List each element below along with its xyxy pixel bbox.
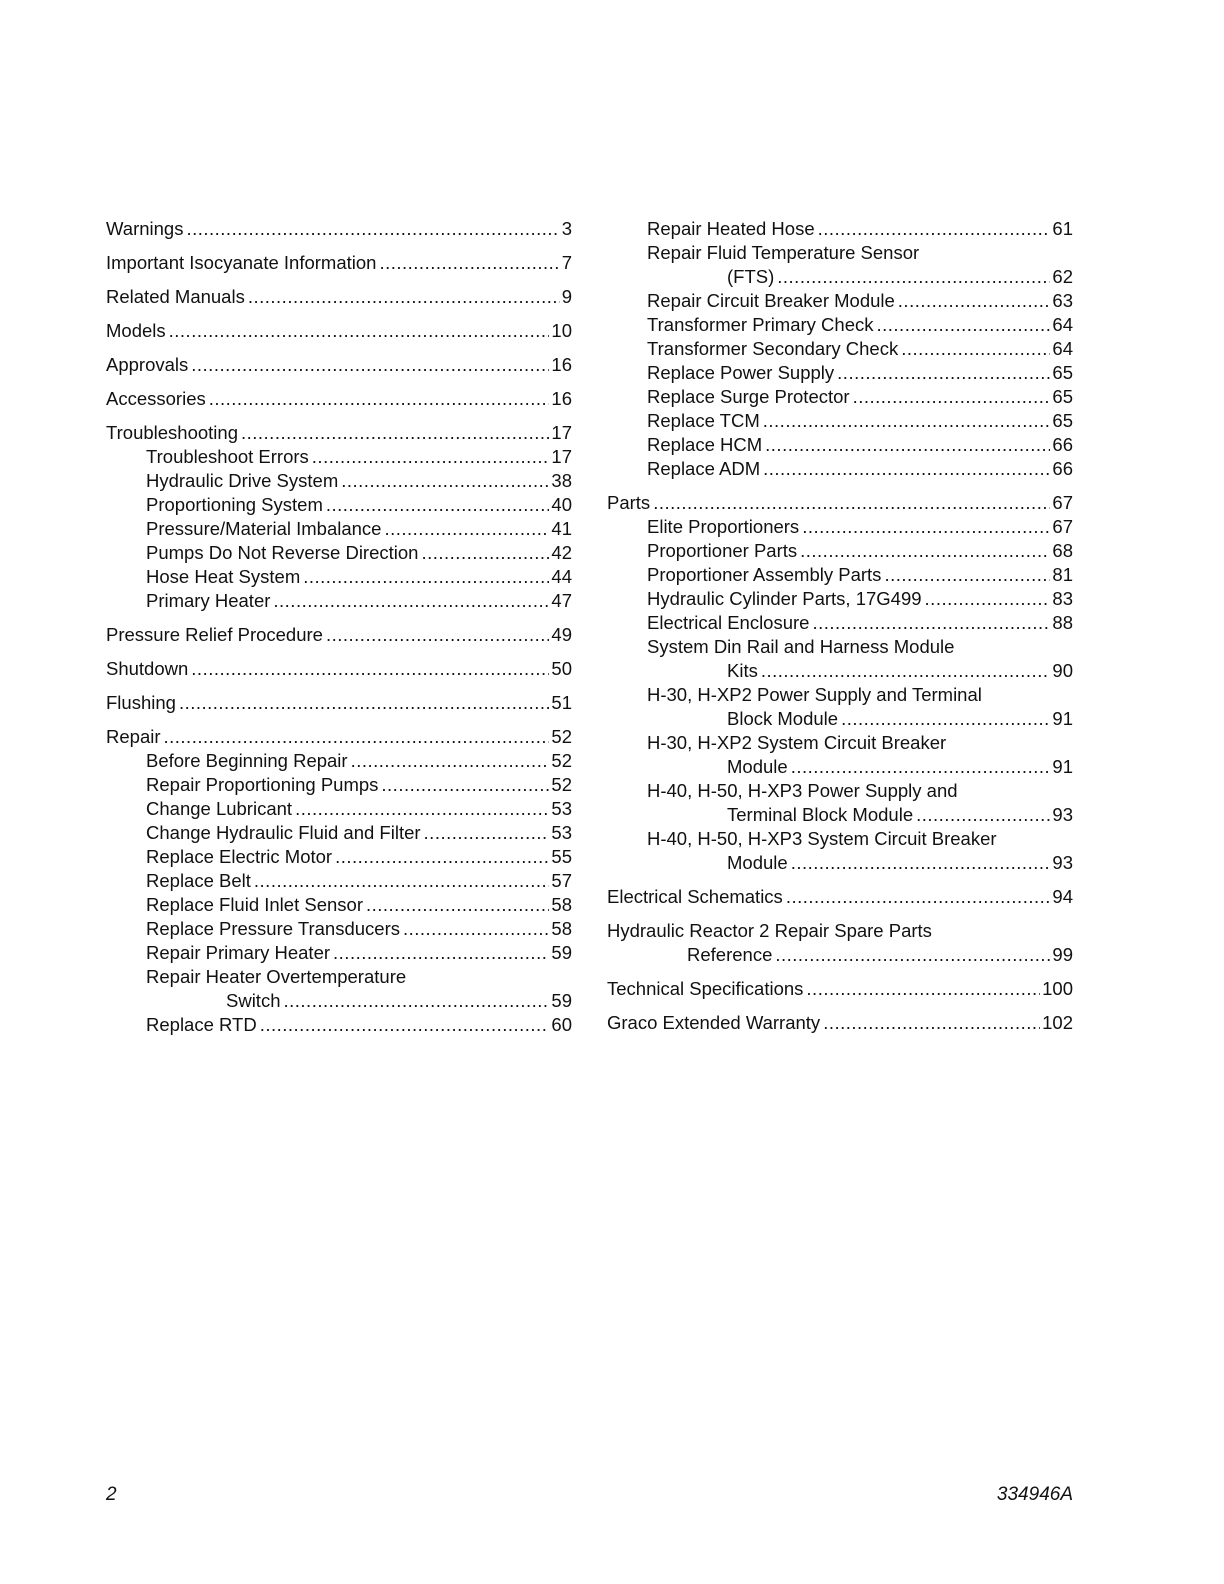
toc-section[interactable] (607, 491, 1073, 515)
toc-entry-page: 50 (551, 658, 572, 679)
dot-leader (191, 353, 549, 377)
toc-entry-title: Switch (226, 990, 281, 1011)
toc-entry-title: Important Isocyanate Information (106, 252, 377, 273)
toc-entry-title: Parts (607, 492, 651, 513)
toc-entry-page: 52 (551, 750, 572, 771)
toc-entry-title: Transformer Secondary Check (647, 338, 899, 359)
toc-entry-title: Replace HCM (647, 434, 763, 455)
dot-leader (877, 313, 1051, 337)
toc-entry-page: 52 (551, 726, 572, 747)
toc-subsection[interactable] (106, 845, 572, 869)
toc-entry-page: 16 (551, 388, 572, 409)
dot-leader (916, 803, 1050, 827)
toc-entry-page: 93 (1052, 852, 1073, 873)
toc-entry-title: Block Module (727, 708, 839, 729)
dot-leader (763, 409, 1051, 433)
dot-leader (164, 725, 550, 749)
toc-entry-title: Replace Electric Motor (146, 846, 333, 867)
dot-leader (786, 885, 1051, 909)
toc-entry-title-line: Hydraulic Reactor 2 Repair Spare Parts (607, 920, 932, 941)
toc-subsection[interactable] (106, 893, 572, 917)
toc-entry-page: 59 (551, 942, 572, 963)
toc-entry-title: Change Hydraulic Fluid and Filter (146, 822, 421, 843)
toc-entry-title: Before Beginning Repair (146, 750, 348, 771)
toc-entry-title: Replace RTD (146, 1014, 257, 1035)
toc-subsection[interactable] (106, 469, 572, 493)
toc-entry-page: 60 (551, 1014, 572, 1035)
toc-subsection[interactable] (106, 565, 572, 589)
toc-entry-page: 102 (1042, 1012, 1073, 1033)
toc-subsection[interactable] (106, 749, 572, 773)
toc-entry-page: 62 (1052, 266, 1073, 287)
dot-leader (284, 989, 550, 1013)
toc-entry-title-line: H-40, H-50, H-XP3 System Circuit Breaker (647, 828, 997, 849)
toc-entry-page: 67 (1052, 492, 1073, 513)
dot-leader (384, 517, 549, 541)
toc-entry-page: 67 (1052, 516, 1073, 537)
toc-entry-title: Hydraulic Cylinder Parts, 17G499 (647, 588, 922, 609)
dot-leader (841, 707, 1050, 731)
toc-entry-title: Replace Pressure Transducers (146, 918, 400, 939)
dot-leader (421, 541, 549, 565)
toc-column-right (607, 217, 1073, 1035)
toc-entry-title: Primary Heater (146, 590, 271, 611)
toc-entry-page: 93 (1052, 804, 1073, 825)
toc-entry-page: 17 (551, 422, 572, 443)
toc-subsection[interactable] (607, 779, 1073, 827)
toc-entry-title: Replace ADM (647, 458, 761, 479)
toc-entry-page: 53 (551, 822, 572, 843)
toc-subsection[interactable] (106, 1013, 572, 1037)
toc-entry-page: 81 (1052, 564, 1073, 585)
toc-entry-page: 52 (551, 774, 572, 795)
dot-leader (403, 917, 549, 941)
toc-entry-page: 94 (1052, 886, 1073, 907)
toc-entry-page: 47 (551, 590, 572, 611)
toc-subsection[interactable] (106, 797, 572, 821)
dot-leader (791, 755, 1051, 779)
toc-entry-page: 16 (551, 354, 572, 375)
toc-subsection[interactable] (106, 773, 572, 797)
toc-entry-title: Reference (687, 944, 773, 965)
toc-entry-page: 38 (551, 470, 572, 491)
toc-entry-title: Troubleshooting (106, 422, 238, 443)
toc-entry-page: 10 (551, 320, 572, 341)
toc-subsection[interactable] (607, 361, 1073, 385)
toc-entry-title-line: System Din Rail and Harness Module (647, 636, 955, 657)
toc-subsection[interactable] (106, 517, 572, 541)
toc-subsection[interactable] (607, 611, 1073, 635)
toc-entry-page: 58 (551, 918, 572, 939)
dot-leader (260, 1013, 550, 1037)
toc-entry-title: Terminal Block Module (727, 804, 914, 825)
toc-entry-title: Pumps Do Not Reverse Direction (146, 542, 419, 563)
toc-subsection[interactable] (106, 493, 572, 517)
toc-section[interactable] (106, 421, 572, 445)
dot-leader (806, 977, 1040, 1001)
toc-entry-title: Repair (106, 726, 161, 747)
toc-entry-title: Proportioner Assembly Parts (647, 564, 882, 585)
dot-leader (241, 421, 549, 445)
toc-entry-title: Repair Primary Heater (146, 942, 331, 963)
toc-entry-page: 7 (561, 252, 572, 273)
toc-entry-title: Replace Surge Protector (647, 386, 850, 407)
toc-section[interactable] (106, 251, 572, 275)
toc-entry-title-line: Repair Heater Overtemperature (146, 966, 407, 987)
dot-leader (295, 797, 549, 821)
toc-subsection[interactable] (607, 563, 1073, 587)
dot-leader (326, 493, 550, 517)
page-number: 2 (106, 1484, 117, 1505)
toc-entry-title: Hydraulic Drive System (146, 470, 339, 491)
toc-entry-title: Graco Extended Warranty (607, 1012, 821, 1033)
toc-entry-title: Related Manuals (106, 286, 245, 307)
dot-leader (898, 289, 1051, 313)
toc-section[interactable] (607, 885, 1073, 909)
toc-section[interactable] (106, 691, 572, 715)
toc-entry-title: Replace Fluid Inlet Sensor (146, 894, 363, 915)
toc-subsection[interactable] (607, 635, 1073, 683)
toc-entry-title: Warnings (106, 218, 184, 239)
dot-leader (800, 539, 1050, 563)
toc-entry-page: 66 (1052, 434, 1073, 455)
toc-entry-title-line: Repair Fluid Temperature Sensor (647, 242, 920, 263)
toc-section[interactable] (106, 725, 572, 749)
toc-subsection[interactable] (607, 313, 1073, 337)
toc-subsection[interactable] (607, 731, 1073, 779)
toc-entry-page: 99 (1052, 944, 1073, 965)
dot-leader (925, 587, 1051, 611)
toc-subsection[interactable] (607, 433, 1073, 457)
toc-section[interactable] (106, 319, 572, 343)
toc-entry-page: 41 (551, 518, 572, 539)
toc-section[interactable] (106, 217, 572, 241)
toc-subsection[interactable] (106, 965, 572, 1013)
toc-entry-page: 88 (1052, 612, 1073, 633)
toc-entry-page: 3 (561, 218, 572, 239)
toc-entry-title-line: H-30, H-XP2 System Circuit Breaker (647, 732, 947, 753)
toc-subsection[interactable] (607, 409, 1073, 433)
toc-entry-title: Technical Specifications (607, 978, 804, 999)
toc-entry-page: 59 (551, 990, 572, 1011)
dot-leader (341, 469, 549, 493)
toc-entry-page: 53 (551, 798, 572, 819)
toc-section[interactable] (106, 387, 572, 411)
toc-subsection[interactable] (607, 683, 1073, 731)
dot-leader (273, 589, 549, 613)
toc-entry-page: 57 (551, 870, 572, 891)
toc-entry-title: Replace TCM (647, 410, 760, 431)
dot-leader (901, 337, 1050, 361)
toc-entry-title: Transformer Primary Check (647, 314, 874, 335)
dot-leader (837, 361, 1050, 385)
toc-section[interactable] (106, 353, 572, 377)
toc-entry-title: Module (727, 756, 788, 777)
dot-leader (254, 869, 550, 893)
toc-subsection[interactable] (607, 539, 1073, 563)
dot-leader (312, 445, 550, 469)
dot-leader (763, 457, 1050, 481)
dot-leader (326, 623, 549, 647)
toc-entry-page: 42 (551, 542, 572, 563)
toc-subsection[interactable] (607, 827, 1073, 875)
dot-leader (333, 941, 549, 965)
dot-leader (761, 659, 1051, 683)
dot-leader (424, 821, 550, 845)
toc-subsection[interactable] (106, 869, 572, 893)
toc-entry-page: 90 (1052, 660, 1073, 681)
toc-subsection[interactable] (607, 587, 1073, 611)
toc-section[interactable] (607, 1011, 1073, 1035)
toc-column-left (106, 217, 572, 1037)
toc-subsection[interactable] (607, 217, 1073, 241)
toc-entry-title: Pressure/Material Imbalance (146, 518, 382, 539)
dot-leader (209, 387, 550, 411)
toc-entry-page: 17 (551, 446, 572, 467)
dot-leader (653, 491, 1050, 515)
toc-entry-page: 61 (1052, 218, 1073, 239)
toc-entry-page: 44 (551, 566, 572, 587)
toc-entry-page: 40 (551, 494, 572, 515)
toc-subsection[interactable] (106, 589, 572, 613)
toc-entry-page: 65 (1052, 410, 1073, 431)
dot-leader (191, 657, 549, 681)
document-id: 334946A (996, 1484, 1073, 1505)
dot-leader (366, 893, 549, 917)
toc-subsection[interactable] (607, 337, 1073, 361)
dot-leader (186, 217, 559, 241)
toc-entry-page: 64 (1052, 314, 1073, 335)
toc-subsection[interactable] (106, 941, 572, 965)
dot-leader (884, 563, 1050, 587)
dot-leader (303, 565, 549, 589)
dot-leader (775, 943, 1050, 967)
toc-entry-title: Models (106, 320, 166, 341)
toc-entry-title: Flushing (106, 692, 176, 713)
toc-entry-title: Troubleshoot Errors (146, 446, 309, 467)
toc-entry-page: 64 (1052, 338, 1073, 359)
toc-entry-title: Accessories (106, 388, 206, 409)
toc-entry-title: (FTS) (727, 266, 775, 287)
toc-entry-page: 68 (1052, 540, 1073, 561)
toc-section[interactable] (106, 623, 572, 647)
dot-leader (379, 251, 559, 275)
toc-entry-page: 91 (1052, 756, 1073, 777)
toc-entry-title: Elite Proportioners (647, 516, 800, 537)
toc-entry-title: Repair Proportioning Pumps (146, 774, 379, 795)
toc-entry-title: Proportioner Parts (647, 540, 798, 561)
dot-leader (248, 285, 560, 309)
dot-leader (381, 773, 549, 797)
toc-entry-title-line: H-40, H-50, H-XP3 Power Supply and (647, 780, 958, 801)
toc-entry-title: Electrical Schematics (607, 886, 783, 907)
toc-subsection[interactable] (106, 917, 572, 941)
toc-section[interactable] (607, 977, 1073, 1001)
toc-subsection[interactable] (607, 515, 1073, 539)
toc-entry-title: Kits (727, 660, 758, 681)
dot-leader (335, 845, 549, 869)
toc-section[interactable] (106, 285, 572, 309)
toc-entry-page: 55 (551, 846, 572, 867)
toc-entry-page: 65 (1052, 386, 1073, 407)
toc-subsection[interactable] (106, 445, 572, 469)
toc-entry-page: 9 (561, 286, 572, 307)
toc-entry-page: 100 (1042, 978, 1073, 999)
toc-section[interactable] (106, 657, 572, 681)
dot-leader (765, 433, 1050, 457)
toc-subsection[interactable] (106, 541, 572, 565)
dot-leader (818, 217, 1051, 241)
toc-entry-title-line: H-30, H-XP2 Power Supply and Terminal (647, 684, 982, 705)
dot-leader (853, 385, 1051, 409)
toc-entry-title: Shutdown (106, 658, 189, 679)
toc-entry-page: 51 (551, 692, 572, 713)
toc-entry-title: Replace Power Supply (647, 362, 835, 383)
toc-entry-title: Approvals (106, 354, 189, 375)
toc-section[interactable] (607, 919, 1073, 967)
toc-entry-page: 49 (551, 624, 572, 645)
toc-entry-title: Pressure Relief Procedure (106, 624, 323, 645)
toc-entry-title: Repair Heated Hose (647, 218, 815, 239)
toc-subsection[interactable] (607, 457, 1073, 481)
toc-entry-title: Module (727, 852, 788, 873)
toc-subsection[interactable] (607, 289, 1073, 313)
dot-leader (791, 851, 1051, 875)
toc-entry-page: 63 (1052, 290, 1073, 311)
toc-entry-title: Electrical Enclosure (647, 612, 810, 633)
toc-entry-title: Hose Heat System (146, 566, 301, 587)
dot-leader (351, 749, 550, 773)
toc-subsection[interactable] (607, 385, 1073, 409)
toc-entry-page: 65 (1052, 362, 1073, 383)
toc-entry-page: 58 (551, 894, 572, 915)
dot-leader (823, 1011, 1040, 1035)
dot-leader (777, 265, 1050, 289)
dot-leader (179, 691, 549, 715)
toc-subsection[interactable] (607, 241, 1073, 289)
dot-leader (802, 515, 1050, 539)
toc-entry-title: Change Lubricant (146, 798, 293, 819)
dot-leader (169, 319, 550, 343)
toc-subsection[interactable] (106, 821, 572, 845)
toc-entry-page: 66 (1052, 458, 1073, 479)
toc-entry-page: 91 (1052, 708, 1073, 729)
toc-entry-title: Repair Circuit Breaker Module (647, 290, 895, 311)
dot-leader (812, 611, 1050, 635)
toc-entry-title: Replace Belt (146, 870, 251, 891)
toc-entry-page: 83 (1052, 588, 1073, 609)
toc-entry-title: Proportioning System (146, 494, 323, 515)
